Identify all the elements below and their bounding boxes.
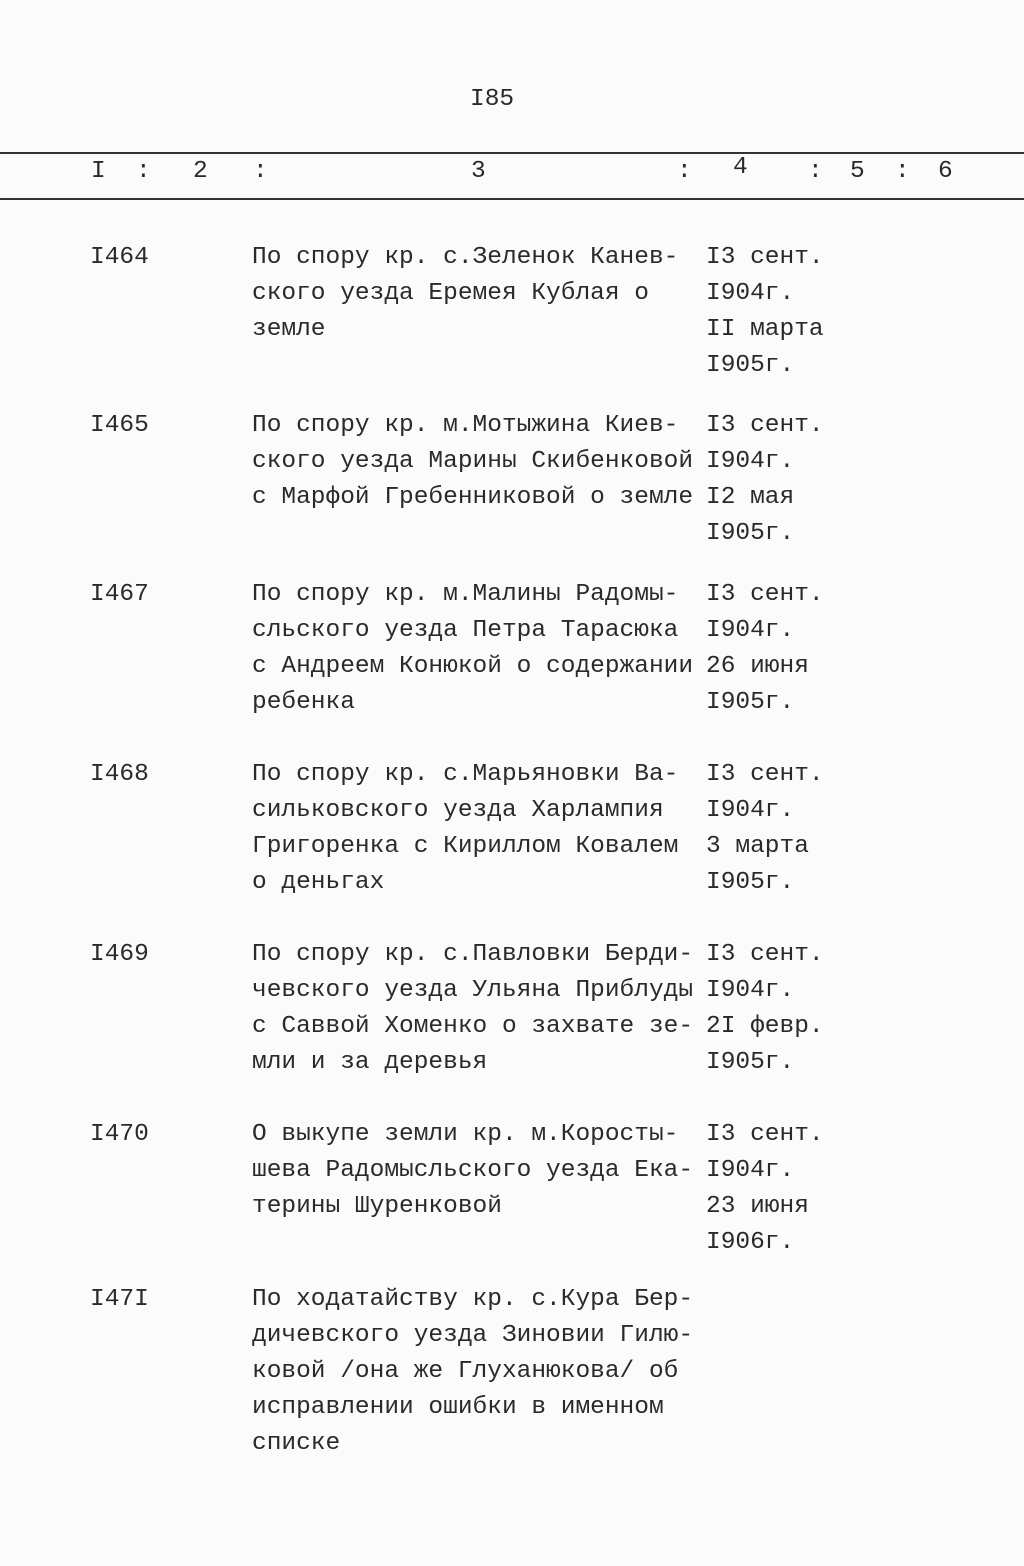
date-line: II марта bbox=[706, 316, 824, 343]
entry-dates bbox=[706, 1120, 824, 1264]
entry-number: I469 bbox=[90, 941, 149, 968]
description-line: Григоренка с Кириллом Ковалем bbox=[252, 833, 679, 860]
header-bottom-rule bbox=[0, 198, 1024, 200]
entry-description bbox=[252, 1120, 693, 1228]
column-separator: : bbox=[253, 158, 268, 185]
entry-number: I470 bbox=[90, 1121, 149, 1148]
column-header: 3 bbox=[471, 158, 486, 185]
date-line: 3 марта bbox=[706, 833, 809, 860]
description-line: мли и за деревья bbox=[252, 1049, 488, 1076]
date-line: I904г. bbox=[706, 1157, 795, 1184]
description-line: дичевского уезда Зиновии Гилю- bbox=[252, 1322, 694, 1349]
entry-number: I468 bbox=[90, 761, 149, 788]
entry-description bbox=[252, 1285, 693, 1465]
column-separator: : bbox=[895, 158, 910, 185]
description-line: По спору кр. м.Малины Радомы- bbox=[252, 581, 679, 608]
description-line: шева Радомысльского уезда Ека- bbox=[252, 1157, 694, 1184]
description-line: По спору кр. с.Марьяновки Ва- bbox=[252, 761, 679, 788]
date-line: I3 сент. bbox=[706, 1121, 824, 1148]
date-line: 2I февр. bbox=[706, 1013, 824, 1040]
date-line: I905г. bbox=[706, 520, 795, 547]
column-header: I bbox=[91, 158, 106, 185]
description-line: По спору кр. с.Зеленок Канев- bbox=[252, 244, 679, 271]
description-line: По ходатайству кр. с.Кура Бер- bbox=[252, 1286, 694, 1313]
entry-description bbox=[252, 243, 678, 351]
column-separator: : bbox=[808, 158, 823, 185]
date-line: 26 июня bbox=[706, 653, 809, 680]
date-line: I904г. bbox=[706, 617, 795, 644]
date-line: I3 сент. bbox=[706, 581, 824, 608]
description-line: терины Шуренковой bbox=[252, 1193, 502, 1220]
entry-dates bbox=[706, 243, 824, 387]
column-header: 2 bbox=[193, 158, 208, 185]
description-line: ковой /она же Глуханюкова/ об bbox=[252, 1358, 679, 1385]
date-line: I3 сент. bbox=[706, 244, 824, 271]
entry-dates bbox=[706, 760, 824, 904]
date-line: I905г. bbox=[706, 1049, 795, 1076]
entry-description bbox=[252, 760, 678, 904]
date-line: 23 июня bbox=[706, 1193, 809, 1220]
entry-dates bbox=[706, 580, 824, 724]
entry-description bbox=[252, 940, 693, 1084]
description-line: земле bbox=[252, 316, 326, 343]
description-line: ского уезда Марины Скибенковой bbox=[252, 448, 694, 475]
description-line: чевского уезда Ульяна Приблуды bbox=[252, 977, 694, 1004]
date-line: I906г. bbox=[706, 1229, 795, 1256]
entry-number: I467 bbox=[90, 581, 149, 608]
page-number: I85 bbox=[470, 86, 515, 113]
column-separator: : bbox=[136, 158, 151, 185]
description-line: с Андреем Конюкой о содержании bbox=[252, 653, 694, 680]
date-line: I3 сент. bbox=[706, 941, 824, 968]
description-line: ского уезда Еремея Кублая о bbox=[252, 280, 649, 307]
entry-number: I47I bbox=[90, 1286, 149, 1313]
column-header: 4 bbox=[733, 154, 748, 181]
date-line: I3 сент. bbox=[706, 761, 824, 788]
column-separator: : bbox=[677, 158, 692, 185]
date-line: I905г. bbox=[706, 869, 795, 896]
entry-number: I464 bbox=[90, 244, 149, 271]
description-line: сильковского уезда Харлампия bbox=[252, 797, 664, 824]
date-line: I904г. bbox=[706, 797, 795, 824]
entry-description bbox=[252, 580, 693, 724]
description-line: исправлении ошибки в именном bbox=[252, 1394, 664, 1421]
description-line: о деньгах bbox=[252, 869, 385, 896]
description-line: По спору кр. м.Мотыжина Киев- bbox=[252, 412, 679, 439]
description-line: ребенка bbox=[252, 689, 355, 716]
date-line: I2 мая bbox=[706, 484, 795, 511]
date-line: I905г. bbox=[706, 352, 795, 379]
description-line: с Саввой Хоменко о захвате зе- bbox=[252, 1013, 694, 1040]
description-line: По спору кр. с.Павловки Берди- bbox=[252, 941, 694, 968]
date-line: I3 сент. bbox=[706, 412, 824, 439]
column-header: 5 bbox=[850, 158, 865, 185]
entry-dates bbox=[706, 940, 824, 1084]
entry-description bbox=[252, 411, 693, 519]
description-line: сльского уезда Петра Тарасюка bbox=[252, 617, 679, 644]
description-line: списке bbox=[252, 1430, 341, 1457]
entry-number: I465 bbox=[90, 412, 149, 439]
date-line: I905г. bbox=[706, 689, 795, 716]
description-line: с Марфой Гребенниковой о земле bbox=[252, 484, 694, 511]
date-line: I904г. bbox=[706, 280, 795, 307]
date-line: I904г. bbox=[706, 977, 795, 1004]
header-top-rule bbox=[0, 152, 1024, 154]
column-header: 6 bbox=[938, 158, 953, 185]
description-line: О выкупе земли кр. м.Коросты- bbox=[252, 1121, 679, 1148]
date-line: I904г. bbox=[706, 448, 795, 475]
entry-dates bbox=[706, 411, 824, 555]
